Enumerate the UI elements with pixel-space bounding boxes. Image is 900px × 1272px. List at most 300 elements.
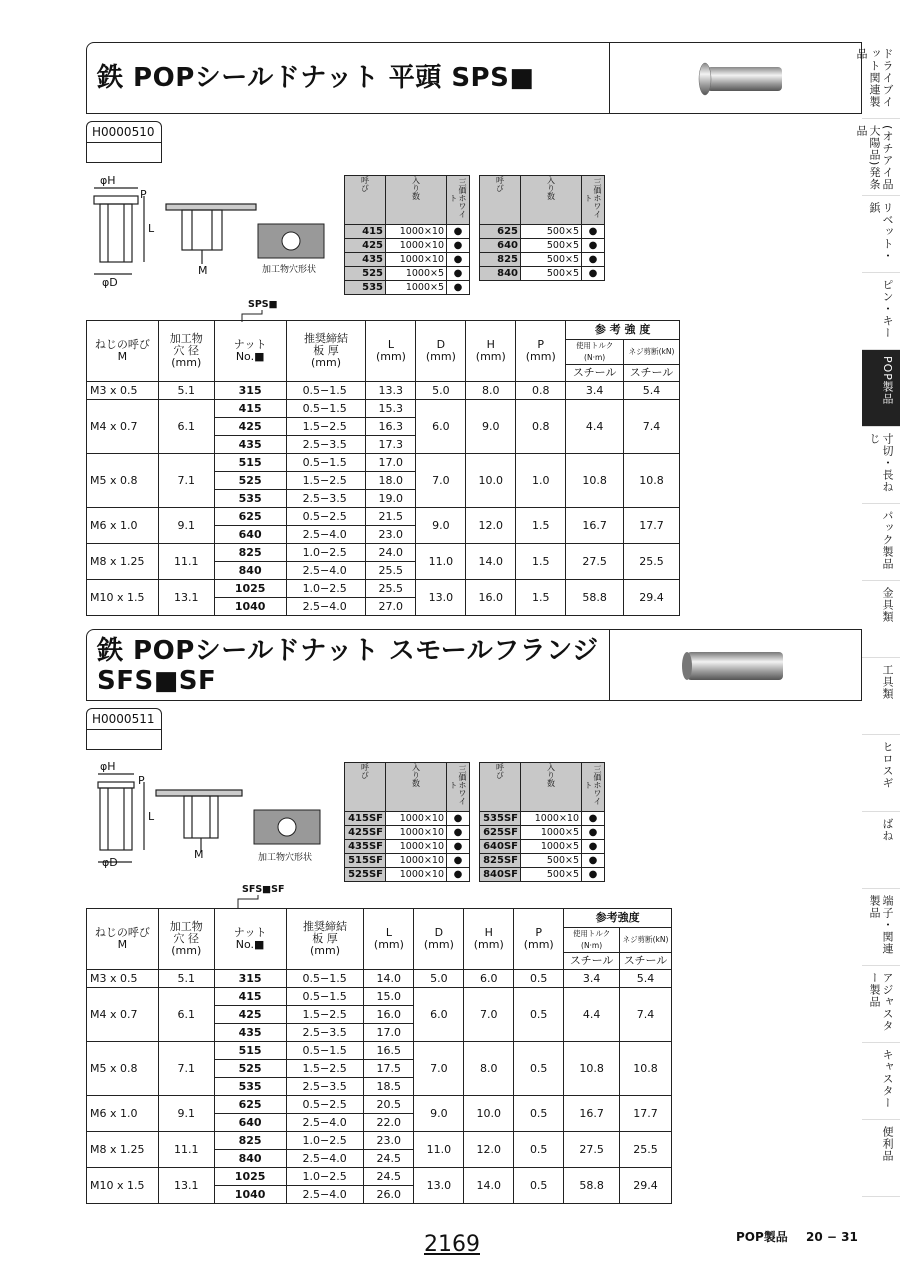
qty-header-row — [345, 176, 470, 225]
qty-header-call — [345, 763, 386, 812]
page-number: 2169 — [424, 1232, 480, 1257]
cell-P: 0.5 — [514, 1096, 564, 1132]
cell-nut: 640 — [214, 1114, 286, 1132]
sfs-dimension-drawing — [86, 756, 336, 876]
cell-torque: 4.4 — [564, 988, 620, 1042]
product-photo-sfs — [677, 642, 797, 690]
sps-dimension-drawing — [86, 168, 336, 288]
cell-L: 17.0 — [364, 1024, 414, 1042]
qty-part-name: 840 — [480, 267, 521, 281]
header-H-text: (mm) — [473, 938, 504, 951]
cell-shear: 25.5 — [620, 1132, 672, 1168]
cell-torque: 27.5 — [566, 544, 624, 580]
qty-part-name: 825SF — [480, 854, 521, 868]
tab-label: 端子・関連製品 — [868, 895, 894, 955]
cell-shear: 5.4 — [620, 970, 672, 988]
header-nut-text: ナット — [233, 926, 267, 939]
cell-nut: 415 — [214, 400, 286, 418]
qty-part-name: 425 — [345, 239, 386, 253]
qty-header-qty-text: 入り数 — [411, 763, 421, 787]
tab-label: ばね — [881, 818, 894, 842]
header-hole — [158, 321, 214, 382]
tab-label: パック製品 — [881, 510, 894, 570]
cell-grip: 2.5−4.0 — [286, 598, 366, 616]
cell-H: 10.0 — [466, 454, 516, 508]
header-torque-text: 使用トルク(N·m) — [575, 341, 614, 362]
qty-availability-dot: ● — [447, 225, 470, 239]
qty-part-name: 640SF — [480, 840, 521, 854]
header-grip-text: 板 厚 — [313, 344, 339, 357]
qty-pack: 1000×10 — [386, 854, 447, 868]
cell-P: 1.5 — [516, 508, 566, 544]
header-H-text: H — [484, 926, 493, 939]
qty-pack: 500×5 — [521, 225, 582, 239]
cell-D: 5.0 — [416, 382, 466, 400]
cell-L: 14.0 — [364, 970, 414, 988]
section2-code-box — [86, 708, 162, 750]
qty-header-qty-text: 入り数 — [546, 176, 556, 200]
cell-hole: 7.1 — [158, 1042, 214, 1096]
qty-table-left — [344, 175, 470, 295]
cell-nut: 840 — [214, 562, 286, 580]
header-grip — [286, 321, 366, 382]
qty-availability-dot: ● — [447, 239, 470, 253]
tab-9[interactable] — [862, 735, 900, 812]
part-label: SFS■SF — [242, 884, 285, 895]
header-D — [416, 321, 466, 382]
part-label: SPS■ — [248, 299, 278, 310]
qty-availability-dot: ● — [447, 267, 470, 281]
qty-availability-dot: ● — [582, 267, 605, 281]
cell-nut: 315 — [214, 382, 286, 400]
cell-nut: 825 — [214, 1132, 286, 1150]
cell-hole: 11.1 — [158, 544, 214, 580]
cell-hole: 5.1 — [158, 970, 214, 988]
cell-grip: 0.5−1.5 — [286, 454, 366, 472]
cell-nut: 435 — [214, 436, 286, 454]
qty-table-right — [479, 762, 605, 882]
header-steel — [564, 953, 620, 970]
qty-header-row — [345, 763, 470, 812]
cell-nut: 525 — [214, 1060, 286, 1078]
cell-grip: 0.5−1.5 — [286, 382, 366, 400]
header-grip-text: (mm) — [309, 944, 340, 957]
qty-header-call — [480, 176, 521, 225]
header-thread-text: M — [117, 350, 128, 363]
qty-header-white — [582, 763, 605, 812]
qty-header-row — [480, 763, 605, 812]
table-row — [87, 970, 672, 988]
tab-7[interactable] — [862, 581, 900, 658]
cell-grip: 1.0−2.5 — [286, 580, 366, 598]
tab-label: 工具類 — [881, 664, 894, 700]
header-D-text: (mm) — [425, 350, 456, 363]
cell-hole: 9.1 — [158, 1096, 214, 1132]
dim-L: L — [148, 222, 155, 235]
cell-L: 13.3 — [366, 382, 416, 400]
cell-D: 5.0 — [414, 970, 464, 988]
cell-shear: 29.4 — [620, 1168, 672, 1204]
cell-L: 15.3 — [366, 400, 416, 418]
header-steel-text: スチール — [569, 954, 614, 967]
tab-label: キャスター — [881, 1049, 894, 1109]
cell-grip: 1.5−2.5 — [286, 472, 366, 490]
table-row — [87, 988, 672, 1006]
qty-part-name: 515SF — [345, 854, 386, 868]
cell-L: 24.5 — [364, 1150, 414, 1168]
cell-grip: 2.5−4.0 — [286, 562, 366, 580]
header-torque — [566, 340, 624, 365]
cell-hole: 5.1 — [158, 382, 214, 400]
cell-grip: 1.5−2.5 — [286, 1006, 364, 1024]
cell-thread: M10 x 1.5 — [87, 580, 159, 616]
qty-row — [345, 812, 470, 826]
hole-shape-label: 加工物穴形状 — [258, 853, 313, 863]
cell-D: 11.0 — [416, 544, 466, 580]
cell-shear: 10.8 — [624, 454, 680, 508]
cell-H: 6.0 — [464, 970, 514, 988]
dim-phiH: φH — [100, 174, 116, 187]
tab-1[interactable] — [855, 119, 900, 196]
table-row — [87, 382, 680, 400]
qty-row — [480, 854, 605, 868]
cell-nut: 535 — [214, 490, 286, 508]
cell-nut: 1025 — [214, 580, 286, 598]
header-torque-text: 使用トルク(N·m) — [572, 929, 611, 950]
cell-thread: M4 x 0.7 — [87, 988, 159, 1042]
qty-header-qty — [521, 176, 582, 225]
header-steel — [620, 953, 672, 970]
section1-title-box — [86, 42, 862, 114]
tab-label: 便利品 — [881, 1126, 894, 1162]
footer-page-range: 20 − 31 — [805, 1230, 858, 1244]
qty-part-name: 535 — [345, 281, 386, 295]
dim-phiH: φH — [100, 760, 116, 773]
header-thread-text: ねじの呼び — [94, 926, 150, 939]
cell-P: 1.5 — [516, 580, 566, 616]
header-D-text: (mm) — [423, 938, 454, 951]
header-D-text: D — [434, 926, 444, 939]
tab-12[interactable] — [862, 966, 900, 1043]
cell-H: 12.0 — [466, 508, 516, 544]
qty-row — [345, 868, 470, 882]
cell-grip: 2.5−3.5 — [286, 436, 366, 454]
cell-thread: M5 x 0.8 — [87, 1042, 159, 1096]
qty-availability-dot: ● — [447, 812, 470, 826]
qty-header-white-text: 三価ホワイト — [449, 178, 467, 218]
header-L-text: L — [387, 338, 395, 351]
cell-L: 20.5 — [364, 1096, 414, 1114]
spec-header-row — [87, 909, 672, 928]
cell-shear: 7.4 — [624, 400, 680, 454]
header-hole-text: (mm) — [171, 944, 202, 957]
cell-hole: 6.1 — [158, 988, 214, 1042]
cell-H: 16.0 — [466, 580, 516, 616]
qty-availability-dot: ● — [447, 253, 470, 267]
dim-P: P — [140, 188, 147, 201]
qty-pack: 1000×10 — [386, 868, 447, 882]
cell-L: 24.0 — [366, 544, 416, 562]
product-code: H0000511 — [87, 709, 161, 730]
tab-label: (オチアイ品大陽品)発条品 — [855, 125, 894, 191]
qty-part-name: 625 — [480, 225, 521, 239]
cell-L: 17.5 — [364, 1060, 414, 1078]
cell-D: 7.0 — [416, 454, 466, 508]
section2-title-line2: SFS■SF — [97, 666, 217, 696]
cell-grip: 2.5−4.0 — [286, 1186, 364, 1204]
tab-14[interactable] — [862, 1120, 900, 1197]
tab-6[interactable] — [862, 504, 900, 581]
qty-header-call-text: 呼び — [495, 763, 505, 779]
footer-category — [736, 1228, 858, 1245]
cell-thread: M6 x 1.0 — [87, 1096, 159, 1132]
section2-title: 鉄 POPシールドナット スモールフランジ — [97, 636, 599, 666]
cell-L: 18.5 — [364, 1078, 414, 1096]
spec-table — [86, 320, 680, 616]
qty-header-qty-text: 入り数 — [411, 176, 421, 200]
tab-label: アジャスター製品 — [868, 972, 894, 1032]
qty-row — [480, 826, 605, 840]
table-row — [87, 1042, 672, 1060]
qty-availability-dot: ● — [582, 812, 605, 826]
spec-table — [86, 908, 672, 1204]
cell-L: 27.0 — [366, 598, 416, 616]
cell-grip: 0.5−1.5 — [286, 970, 364, 988]
cell-thread: M10 x 1.5 — [87, 1168, 159, 1204]
qty-pack: 1000×5 — [521, 840, 582, 854]
cell-L: 22.0 — [364, 1114, 414, 1132]
header-steel-text: スチール — [623, 954, 668, 967]
product-photo-sps — [687, 55, 797, 103]
cell-D: 13.0 — [416, 580, 466, 616]
qty-pack: 1000×5 — [521, 826, 582, 840]
header-H-text: (mm) — [475, 350, 506, 363]
cell-H: 10.0 — [464, 1096, 514, 1132]
qty-row — [345, 281, 470, 295]
table-row — [87, 1168, 672, 1186]
qty-row — [345, 239, 470, 253]
qty-row — [345, 225, 470, 239]
cell-grip: 0.5−1.5 — [286, 988, 364, 1006]
tab-13[interactable] — [862, 1043, 900, 1120]
cell-torque: 4.4 — [566, 400, 624, 454]
tab-4[interactable] — [862, 350, 900, 427]
header-hole-text: 加工物 — [169, 920, 203, 933]
qty-row — [480, 868, 605, 882]
qty-pack: 1000×10 — [386, 840, 447, 854]
qty-header-qty — [386, 763, 447, 812]
tab-label: ピン・キー — [881, 279, 894, 339]
cell-thread: M3 x 0.5 — [87, 382, 159, 400]
qty-pack: 1000×5 — [386, 267, 447, 281]
qty-header-call-text: 呼び — [360, 763, 370, 779]
cell-P: 1.0 — [516, 454, 566, 508]
cell-H: 9.0 — [466, 400, 516, 454]
cell-thread: M8 x 1.25 — [87, 1132, 159, 1168]
cell-shear: 29.4 — [624, 580, 680, 616]
dim-L: L — [148, 810, 155, 823]
tab-11[interactable] — [862, 889, 900, 966]
cell-D: 6.0 — [414, 988, 464, 1042]
cell-nut: 1025 — [214, 1168, 286, 1186]
section1-code-box — [86, 121, 162, 163]
cell-P: 0.5 — [514, 988, 564, 1042]
cell-L: 19.0 — [366, 490, 416, 508]
table-row — [87, 544, 680, 562]
qty-part-name: 415SF — [345, 812, 386, 826]
cell-torque: 3.4 — [566, 382, 624, 400]
qty-pack: 500×5 — [521, 868, 582, 882]
cell-hole: 6.1 — [158, 400, 214, 454]
cell-D: 11.0 — [414, 1132, 464, 1168]
table-row — [87, 454, 680, 472]
cell-grip: 0.5−1.5 — [286, 400, 366, 418]
tab-8[interactable] — [862, 658, 900, 735]
header-L-text: (mm) — [375, 350, 406, 363]
qty-row — [480, 225, 605, 239]
cell-L: 21.5 — [366, 508, 416, 526]
qty-part-name: 435 — [345, 253, 386, 267]
qty-row — [480, 239, 605, 253]
qty-pack: 500×5 — [521, 253, 582, 267]
cell-thread: M8 x 1.25 — [87, 544, 159, 580]
header-P-text: (mm) — [523, 938, 554, 951]
cell-L: 17.3 — [366, 436, 416, 454]
header-shear — [620, 928, 672, 953]
qty-pack: 1000×10 — [386, 225, 447, 239]
tab-3[interactable] — [862, 273, 900, 350]
header-nut-text: No.■ — [235, 938, 265, 951]
header-L-text: L — [385, 926, 392, 939]
cell-grip: 1.0−2.5 — [286, 544, 366, 562]
header-L — [366, 321, 416, 382]
qty-availability-dot: ● — [582, 225, 605, 239]
qty-header-call-text: 呼び — [360, 176, 370, 192]
qty-part-name: 535SF — [480, 812, 521, 826]
header-L — [364, 909, 414, 970]
header-thread — [87, 909, 159, 970]
title-divider — [609, 630, 610, 700]
tab-label: ヒロスギ — [881, 741, 894, 789]
cell-nut: 515 — [214, 454, 286, 472]
tab-0[interactable] — [855, 42, 900, 119]
qty-part-name: 625SF — [480, 826, 521, 840]
tab-5[interactable] — [862, 427, 900, 504]
qty-availability-dot: ● — [447, 868, 470, 882]
qty-row — [345, 854, 470, 868]
header-P — [514, 909, 564, 970]
table-row — [87, 580, 680, 598]
category-tab-strip — [855, 42, 900, 1197]
table-row — [87, 508, 680, 526]
header-thread — [87, 321, 159, 382]
cell-torque: 16.7 — [566, 508, 624, 544]
cell-H: 14.0 — [464, 1168, 514, 1204]
section2-title-box — [86, 629, 862, 701]
qty-table-left — [344, 762, 470, 882]
cell-grip: 2.5−3.5 — [286, 490, 366, 508]
header-shear — [624, 340, 680, 365]
cell-P: 0.8 — [516, 400, 566, 454]
hole-shape-label: 加工物穴形状 — [262, 265, 317, 275]
cell-H: 7.0 — [464, 988, 514, 1042]
qty-header-white — [582, 176, 605, 225]
dim-phiD: φD — [102, 276, 118, 288]
cell-shear: 17.7 — [624, 508, 680, 544]
cell-nut: 525 — [214, 472, 286, 490]
spec-header-row — [87, 321, 680, 340]
cell-nut: 435 — [214, 1024, 286, 1042]
cell-L: 15.0 — [364, 988, 414, 1006]
qty-row — [345, 267, 470, 281]
tab-2[interactable] — [862, 196, 900, 273]
qty-pack: 1000×5 — [386, 281, 447, 295]
header-strength — [564, 909, 672, 928]
cell-nut: 640 — [214, 526, 286, 544]
qty-header-white — [447, 763, 470, 812]
cell-shear: 25.5 — [624, 544, 680, 580]
section1-title: 鉄 POPシールドナット 平頭 SPS■ — [97, 63, 535, 93]
table-row — [87, 1132, 672, 1150]
cell-L: 24.5 — [364, 1168, 414, 1186]
cell-L: 26.0 — [364, 1186, 414, 1204]
qty-pack: 1000×10 — [386, 253, 447, 267]
qty-pack: 500×5 — [521, 267, 582, 281]
tab-label: リベット・鋲 — [868, 202, 894, 262]
cell-H: 14.0 — [466, 544, 516, 580]
header-hole-text: 加工物 — [169, 332, 203, 345]
cell-grip: 0.5−1.5 — [286, 1042, 364, 1060]
cell-nut: 425 — [214, 1006, 286, 1024]
cell-H: 8.0 — [466, 382, 516, 400]
qty-pack: 1000×10 — [386, 812, 447, 826]
qty-availability-dot: ● — [447, 840, 470, 854]
cell-thread: M3 x 0.5 — [87, 970, 159, 988]
cell-nut: 840 — [214, 1150, 286, 1168]
tab-label: POP製品 — [881, 356, 894, 405]
header-D-text: D — [436, 338, 446, 351]
cell-L: 16.5 — [364, 1042, 414, 1060]
tab-10[interactable] — [862, 812, 900, 889]
cell-grip: 1.0−2.5 — [286, 1168, 364, 1186]
header-strength-text: 参考強度 — [595, 911, 640, 924]
cell-L: 16.0 — [364, 1006, 414, 1024]
qty-part-name: 425SF — [345, 826, 386, 840]
qty-availability-dot: ● — [447, 826, 470, 840]
qty-header-call — [345, 176, 386, 225]
header-shear-text: ネジ剪断(kN) — [622, 935, 669, 944]
table-row — [87, 400, 680, 418]
cell-grip: 0.5−2.5 — [286, 1096, 364, 1114]
header-torque — [564, 928, 620, 953]
tab-label: ドライブイット関連製品 — [855, 48, 894, 108]
header-steel — [566, 365, 624, 382]
cell-P: 1.5 — [516, 544, 566, 580]
cell-L: 25.5 — [366, 562, 416, 580]
cell-P: 0.5 — [514, 1168, 564, 1204]
qty-header-white-text: 三価ホワイト — [584, 765, 602, 805]
header-grip-text: 推奨締結 — [304, 332, 349, 345]
cell-grip: 0.5−2.5 — [286, 508, 366, 526]
cell-nut: 1040 — [214, 1186, 286, 1204]
cell-thread: M4 x 0.7 — [87, 400, 159, 454]
qty-part-name: 640 — [480, 239, 521, 253]
cell-shear: 17.7 — [620, 1096, 672, 1132]
cell-torque: 3.4 — [564, 970, 620, 988]
cell-torque: 10.8 — [566, 454, 624, 508]
header-strength — [566, 321, 680, 340]
cell-grip: 2.5−3.5 — [286, 1024, 364, 1042]
